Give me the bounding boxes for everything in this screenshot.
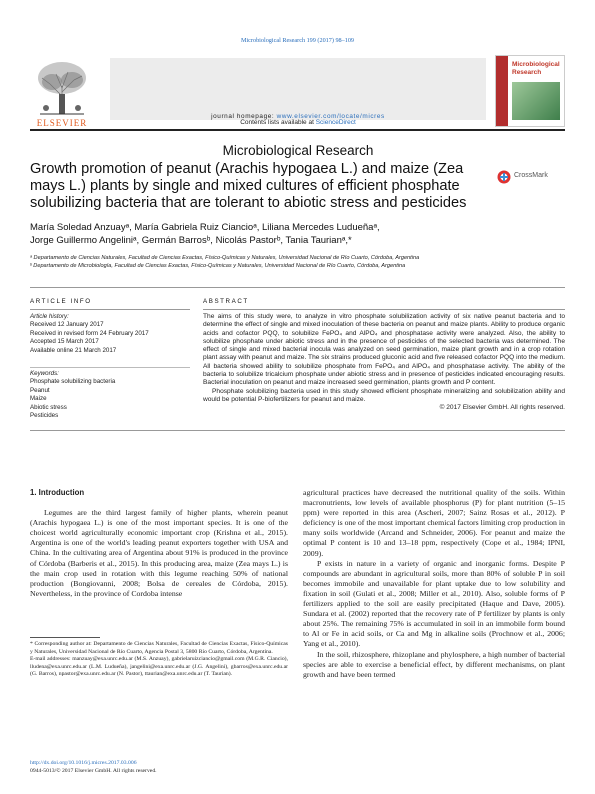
- article-info-label: ARTICLE INFO: [30, 298, 92, 305]
- header-rule: [30, 129, 565, 131]
- abstract-label: ABSTRACT: [203, 298, 249, 305]
- keywords: [30, 370, 190, 420]
- cover-stripe: [496, 56, 508, 126]
- authors-line-1[interactable]: María Soledad Anzuayᵃ, María Gabriela Ruiz Ciancioᵃ, Liliana Mercedes Ludueñaᵃ,: [30, 222, 380, 233]
- journal-name: Microbiological Research: [222, 143, 374, 158]
- body-paragraph: agricultural practices have decreased the nutritional quality of the soils. Within macronutrients, low levels of available phosphorus (P) for plant nutrition (5–15 ppm) were reported in this area (Ascheri, 2007; Sainz Rosas et al., 2012). P deficiency is one of the most important chemical factors limiting crop production in many soils worldwide (Arcand and Schneider, 2006). For peanut and maize the optimal P content is 10 and 13–18 ppm, respectively (Cope et al., 1984; IPNI, 2009).: [303, 488, 565, 558]
- homepage-prefix: journal homepage:: [211, 113, 277, 120]
- keywords-heading: Keywords:: [30, 370, 59, 377]
- corresponding-author-footnote: [30, 641, 288, 679]
- crossmark-label: CrossMark: [514, 172, 548, 179]
- article-title: Growth promotion of peanut (Arachis hypogaea L.) and maize (Zea mays L.) plants by single and mixed cultures of efficient phosphate solubilizing bacteria that are tolerant to abiotic stress and pesticides: [30, 161, 467, 211]
- crossmark-badge[interactable]: [497, 170, 565, 184]
- journal-cover-thumbnail[interactable]: [495, 55, 565, 127]
- history-item: Received 12 January 2017: [30, 321, 104, 329]
- keyword-item: Phosphate solubilizing bacteria: [30, 378, 116, 386]
- body-column-right: [303, 488, 565, 680]
- affiliation-a: ᵃ Departamento de Ciencias Naturales, Facultad de Ciencias Exactas, Físico-Químicas y Naturales, Universidad Nacional de Río Cuarto, Córdoba, Argentina: [30, 255, 420, 261]
- abstract-paragraph-2: Phosphate solubilizing bacteria used in this study showed efficient phosphate mineralizing and solubilization ability and would be potential P-biofertilizers for peanut and maize.: [203, 387, 565, 403]
- body-paragraph: Legumes are the third largest family of higher plants, wherein peanut (Arachis hypogaea L.) is one of the most important species. It is one of the choicest world agriculturally economic important crop (Krishna et al., 2015). Argentina is one of the world's leading peanut exporters together with USA and China. In the cultivating area of Argentina about 91% is produced in the province of Córdoba (Barberis et al., 2015). In this producing area, maize (Zea mays L.) is the main crop used in rotation with this legume reaching 50% of national production (Bongiovanni, 2008; Bolsa de cereales de Córdoba, 2015). Nevertheless, in the province of Cordoba intense: [30, 508, 288, 598]
- history-item: Accepted 15 March 2017: [30, 338, 99, 346]
- affiliations: [30, 254, 565, 271]
- history-item: Available online 21 March 2017: [30, 346, 117, 354]
- contents-line: [110, 119, 486, 126]
- journal-header-box: [110, 58, 486, 158]
- footnote-address: * Corresponding author at: Departamento de Ciencias Naturales, Facultad de Ciencias Exactas, Físico-Químicas y Naturales, Universidad Nacional de Río Cuarto, Agencia Postal 3, 5800 Río Cuarto, Córdoba, Argentina.: [30, 641, 288, 655]
- publisher-name: ELSEVIER: [36, 118, 88, 128]
- author-list: [30, 221, 565, 247]
- abstract-body: [203, 313, 565, 413]
- contents-prefix: Contents lists available at: [240, 119, 316, 126]
- history-item: Received in revised form 24 February 2017: [30, 329, 149, 337]
- body-paragraph: In the soil, rhizosphere, rhizoplane and phylosphere, a high number of bacterial species are able to exercise a beneficial effect, by different mechanisms, on plant growth and have been termed: [303, 649, 565, 679]
- footnote-emails[interactable]: E-mail addresses: manzuay@exa.unrc.edu.ar (M.S. Anzuay), gabrielaruizciancio@gmail.com (M.G.R. Ciancio), lludena@exa.unrc.edu.ar (L.M. Ludueña), jangelini@exa.unrc.edu.ar (J.G. Angelini), gbarros@exa.unrc.edu.ar (G. Barros), npastor@exa.unrc.edu.ar (N. Pastor), ttaurian@exa.unrc.edu.ar (T. Taurian).: [30, 656, 288, 678]
- article-info-rule: [30, 309, 190, 310]
- keyword-item: Abiotic stress: [30, 403, 67, 411]
- cover-title: Microbiological Research: [512, 61, 560, 76]
- history-heading: Article history:: [30, 313, 69, 320]
- affiliation-b: ᵇ Departamento de Microbiología, Facultad de Ciencias Exactas, Físico-Químicas y Naturales, Universidad Nacional de Río Cuarto, Córdoba, Argentina: [30, 263, 406, 270]
- abstract-copyright: © 2017 Elsevier GmbH. All rights reserved.: [439, 404, 565, 412]
- doi-block: [30, 760, 288, 775]
- keyword-item: Peanut: [30, 386, 50, 394]
- article-history: [30, 313, 190, 355]
- sciencedirect-link[interactable]: ScienceDirect: [315, 119, 356, 126]
- abstract-paragraph-1: The aims of this study were, to analyze in vitro phosphate solubilization activity of six native peanut bacteria and to determine the effect of single and mixed inoculation of these bacteria on peanut and maize plants. Ability to produce organic acids and cofactor PQQ, to solubilize FePO₄ and AlPO₄ and phosphatase activity were analyzed. Also, the ability to solubilize phosphate under abiotic stress and in the presence of pesticides of the selected bacteria was determined. The effect of single and mixed bacterial inocula was analyzed on seed germination, maize plant growth and in a crop rotation plant assay with peanut and maize. The six strains produced gluconic acid and five released cofactor PQQ into the medium. All bacteria showed ability to solubilize phosphate from FePO₄ and AlPO₄ and phosphatase activity. The ability of the bacteria to solubilize tricalcium phosphate under abiotic stress and in presence of pesticides indicated encouraging results. Bacterial inoculation on peanut and maize increased seed germination, plants growth and P content.: [203, 313, 565, 387]
- body-column-left: [30, 488, 288, 599]
- keyword-item: Pesticides: [30, 412, 59, 420]
- keyword-item: Maize: [30, 395, 47, 403]
- footnote-rule: [30, 637, 100, 638]
- crossmark-icon: [497, 170, 511, 184]
- doi-link[interactable]: http://dx.doi.org/10.1016/j.micres.2017.03.006: [30, 760, 137, 766]
- abstract-rule: [203, 309, 565, 310]
- issn-line: 0944-5013/© 2017 Elsevier GmbH. All rights reserved.: [30, 767, 157, 774]
- affiliation-rule: [30, 287, 565, 288]
- authors-line-2[interactable]: Jorge Guillermo Angeliniᵃ, Germán Barrosᵇ, Nicolás Pastorᵇ, Tania Taurianᵃ,*: [30, 235, 352, 246]
- cover-image: [512, 82, 560, 120]
- homepage-link[interactable]: www.elsevier.com/locate/micres: [276, 113, 385, 120]
- abstract-bottom-rule: [30, 430, 565, 431]
- journal-citation[interactable]: Microbiological Research 199 (2017) 98–109: [240, 37, 355, 44]
- body-paragraph: P exists in nature in a variety of organic and inorganic forms. Despite P compounds are abundant in agricultural soils, more than 80% of soluble P in soil becomes immobile and unavailable for plant uptake due to low solubility and fixation in soil (Gulati et al., 2008; Miller et al., 2010). Also, soluble forms of P fertilizers applied to the soil are easily precipitated (Haque and Dave, 2005). Sundara et al. (2002) reported that the recovery rate of P fertilizer by plants is only about 25%. The remaining 75% is accumulated in soil in an immobile form bound to Al or Fe in acid soils, or Ca and Mg in alkaline soils (Prochnow et al., 2006; Yang et al., 2010).: [303, 558, 565, 649]
- homepage-line: [110, 113, 486, 120]
- history-rule: [30, 367, 190, 368]
- section-heading-introduction: 1. Introduction: [30, 488, 85, 497]
